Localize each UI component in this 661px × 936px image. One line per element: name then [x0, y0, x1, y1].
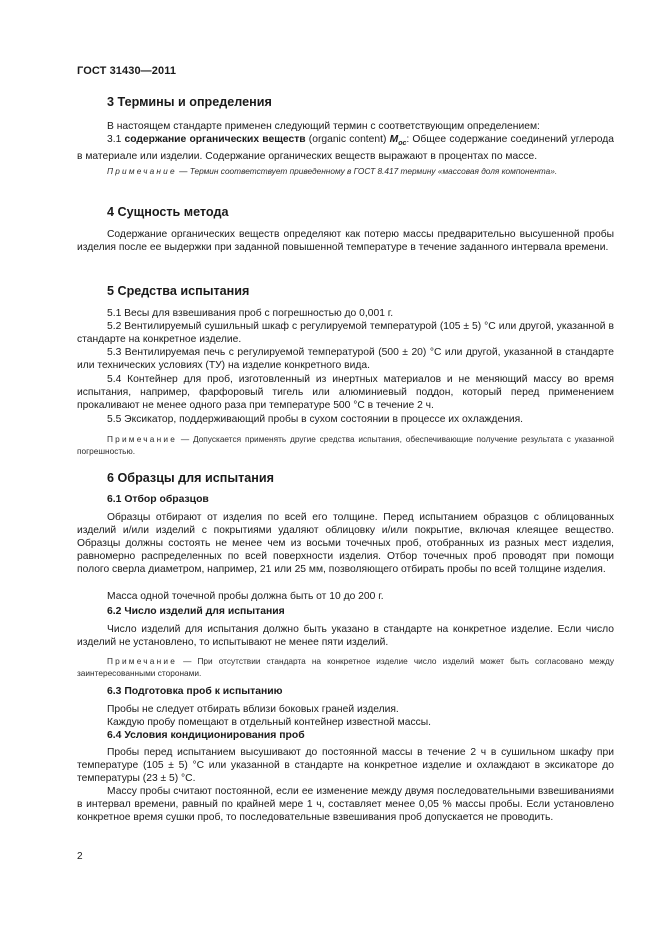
item-5-2: 5.2 Вентилируемый сушильный шкаф с регулируемой температурой (105 ± 5) °С или другой, указанной в стандарте на конкретное изделие. — [77, 321, 614, 345]
note-6-2: Примечание — При отсутствии стандарта на конкретное изделие число изделий может быть согласовано между заинтересованными сторонами. — [77, 656, 614, 678]
section-4-text: Содержание органических веществ определяют как потерю массы предварительно высушенной пробы изделия после ее выдержки при заданной повышенной температуре в течение заданного интервала времени. — [77, 229, 614, 253]
section-3-intro: В настоящем стандарте применен следующий термин с соответствующим определением: — [107, 121, 540, 132]
item-5-3: 5.3 Вентилируемая печь с регулируемой температурой (500 ± 20) °С или другой, указанной в стандарте или технических условиях (ТУ) на изделие конкретного вида. — [77, 347, 614, 371]
term-3-1 — [77, 133, 614, 163]
section-3-title: 3 Термины и определения — [107, 95, 272, 109]
subsection-6-4-text-2: Массу пробы считают постоянной, если ее изменение между двумя последовательными взвешиваниями в интервал времени, равный по крайней мере 1 ч, составляет менее 0,05 % массы пробы. Если установлено конкретное время сушки проб, то последовательные взвешивания проб допускается не проводить. — [77, 786, 614, 823]
term-symbol-subscript: oc — [398, 140, 407, 148]
subsection-6-4-text-1: Пробы перед испытанием высушивают до постоянной массы в течение 2 ч в сушильном шкафу при температуре (105 ± 5) °С или указанной в стандарте на конкретное изделие и охлаждают в эксикаторе до температуры (23 ± 5) °С. — [77, 747, 614, 784]
subsection-6-1-text: Образцы отбирают от изделия по всей его толщине. Перед испытанием образцов с облицованных изделий и/или изделий с покрытиями удаляют облицовку и/или покрытие, включая клеящее вещество. Образцы должны состоять не менее чем из восьми точечных проб, отобранных из разных мест изделия, равномерно распределенных по всей поверхности изделия. Отбор точечных проб проводят при помощи полого сверла диаметром, например, 21 или 25 мм, позволяющего отбирать пробы по всей толщине изделия. — [77, 512, 614, 575]
page-number: 2 — [77, 851, 83, 862]
note-5: Примечание — Допускается применять другие средства испытания, обеспечивающие получение результата с указанной погрешностью. — [77, 434, 614, 456]
section-6-title: 6 Образцы для испытания — [107, 471, 275, 485]
subsection-6-1-mass: Масса одной точечной пробы должна быть от 10 до 200 г. — [107, 591, 384, 602]
item-5-1: 5.1 Весы для взвешивания проб с погрешностью до 0,001 г. — [107, 308, 394, 319]
note-3: Примечание — Термин соответствует приведенному в ГОСТ 8.417 термину «массовая доля компонента». — [107, 166, 558, 176]
subsection-6-3-text-2: Каждую пробу помещают в отдельный контейнер известной массы. — [107, 717, 432, 728]
term-english: (organic content) — [305, 134, 390, 145]
subsection-6-4-title: 6.4 Условия кондиционирования проб — [107, 730, 305, 741]
term-number: 3.1 — [107, 134, 125, 145]
subsection-6-1-title: 6.1 Отбор образцов — [107, 494, 209, 505]
item-5-5: 5.5 Эксикатор, поддерживающий пробы в сухом состоянии в процессе их охлаждения. — [107, 414, 524, 425]
item-5-4: 5.4 Контейнер для проб, изготовленный из инертных материалов и не меняющий массу во время испытания, например, фарфоровый тигель или алюминиевый поддон, который перед применением прокаливают не менее одного раза при температуре 500 °С в течение 2 ч. — [77, 374, 614, 411]
subsection-6-3-text-1: Пробы не следует отбирать вблизи боковых граней изделия. — [107, 704, 399, 715]
subsection-6-3-title: 6.3 Подготовка проб к испытанию — [107, 686, 283, 697]
section-5-title: 5 Средства испытания — [107, 284, 250, 298]
document-header: ГОСТ 31430—2011 — [77, 65, 177, 77]
subsection-6-2-title: 6.2 Число изделий для испытания — [107, 606, 285, 617]
term-symbol: M — [389, 134, 399, 145]
term-definition: : Общее содержание соединений углерода в материале или изделии. Содержание органических веществ выражают в процентах по массе. — [77, 134, 614, 163]
subsection-6-2-text: Число изделий для испытания должно быть указано в стандарте на конкретное изделие. Если число изделий не установлено, то испытывают не менее пяти изделий. — [77, 624, 614, 648]
term-name: содержание органических веществ — [124, 134, 306, 145]
section-4-title: 4 Сущность метода — [107, 205, 229, 219]
